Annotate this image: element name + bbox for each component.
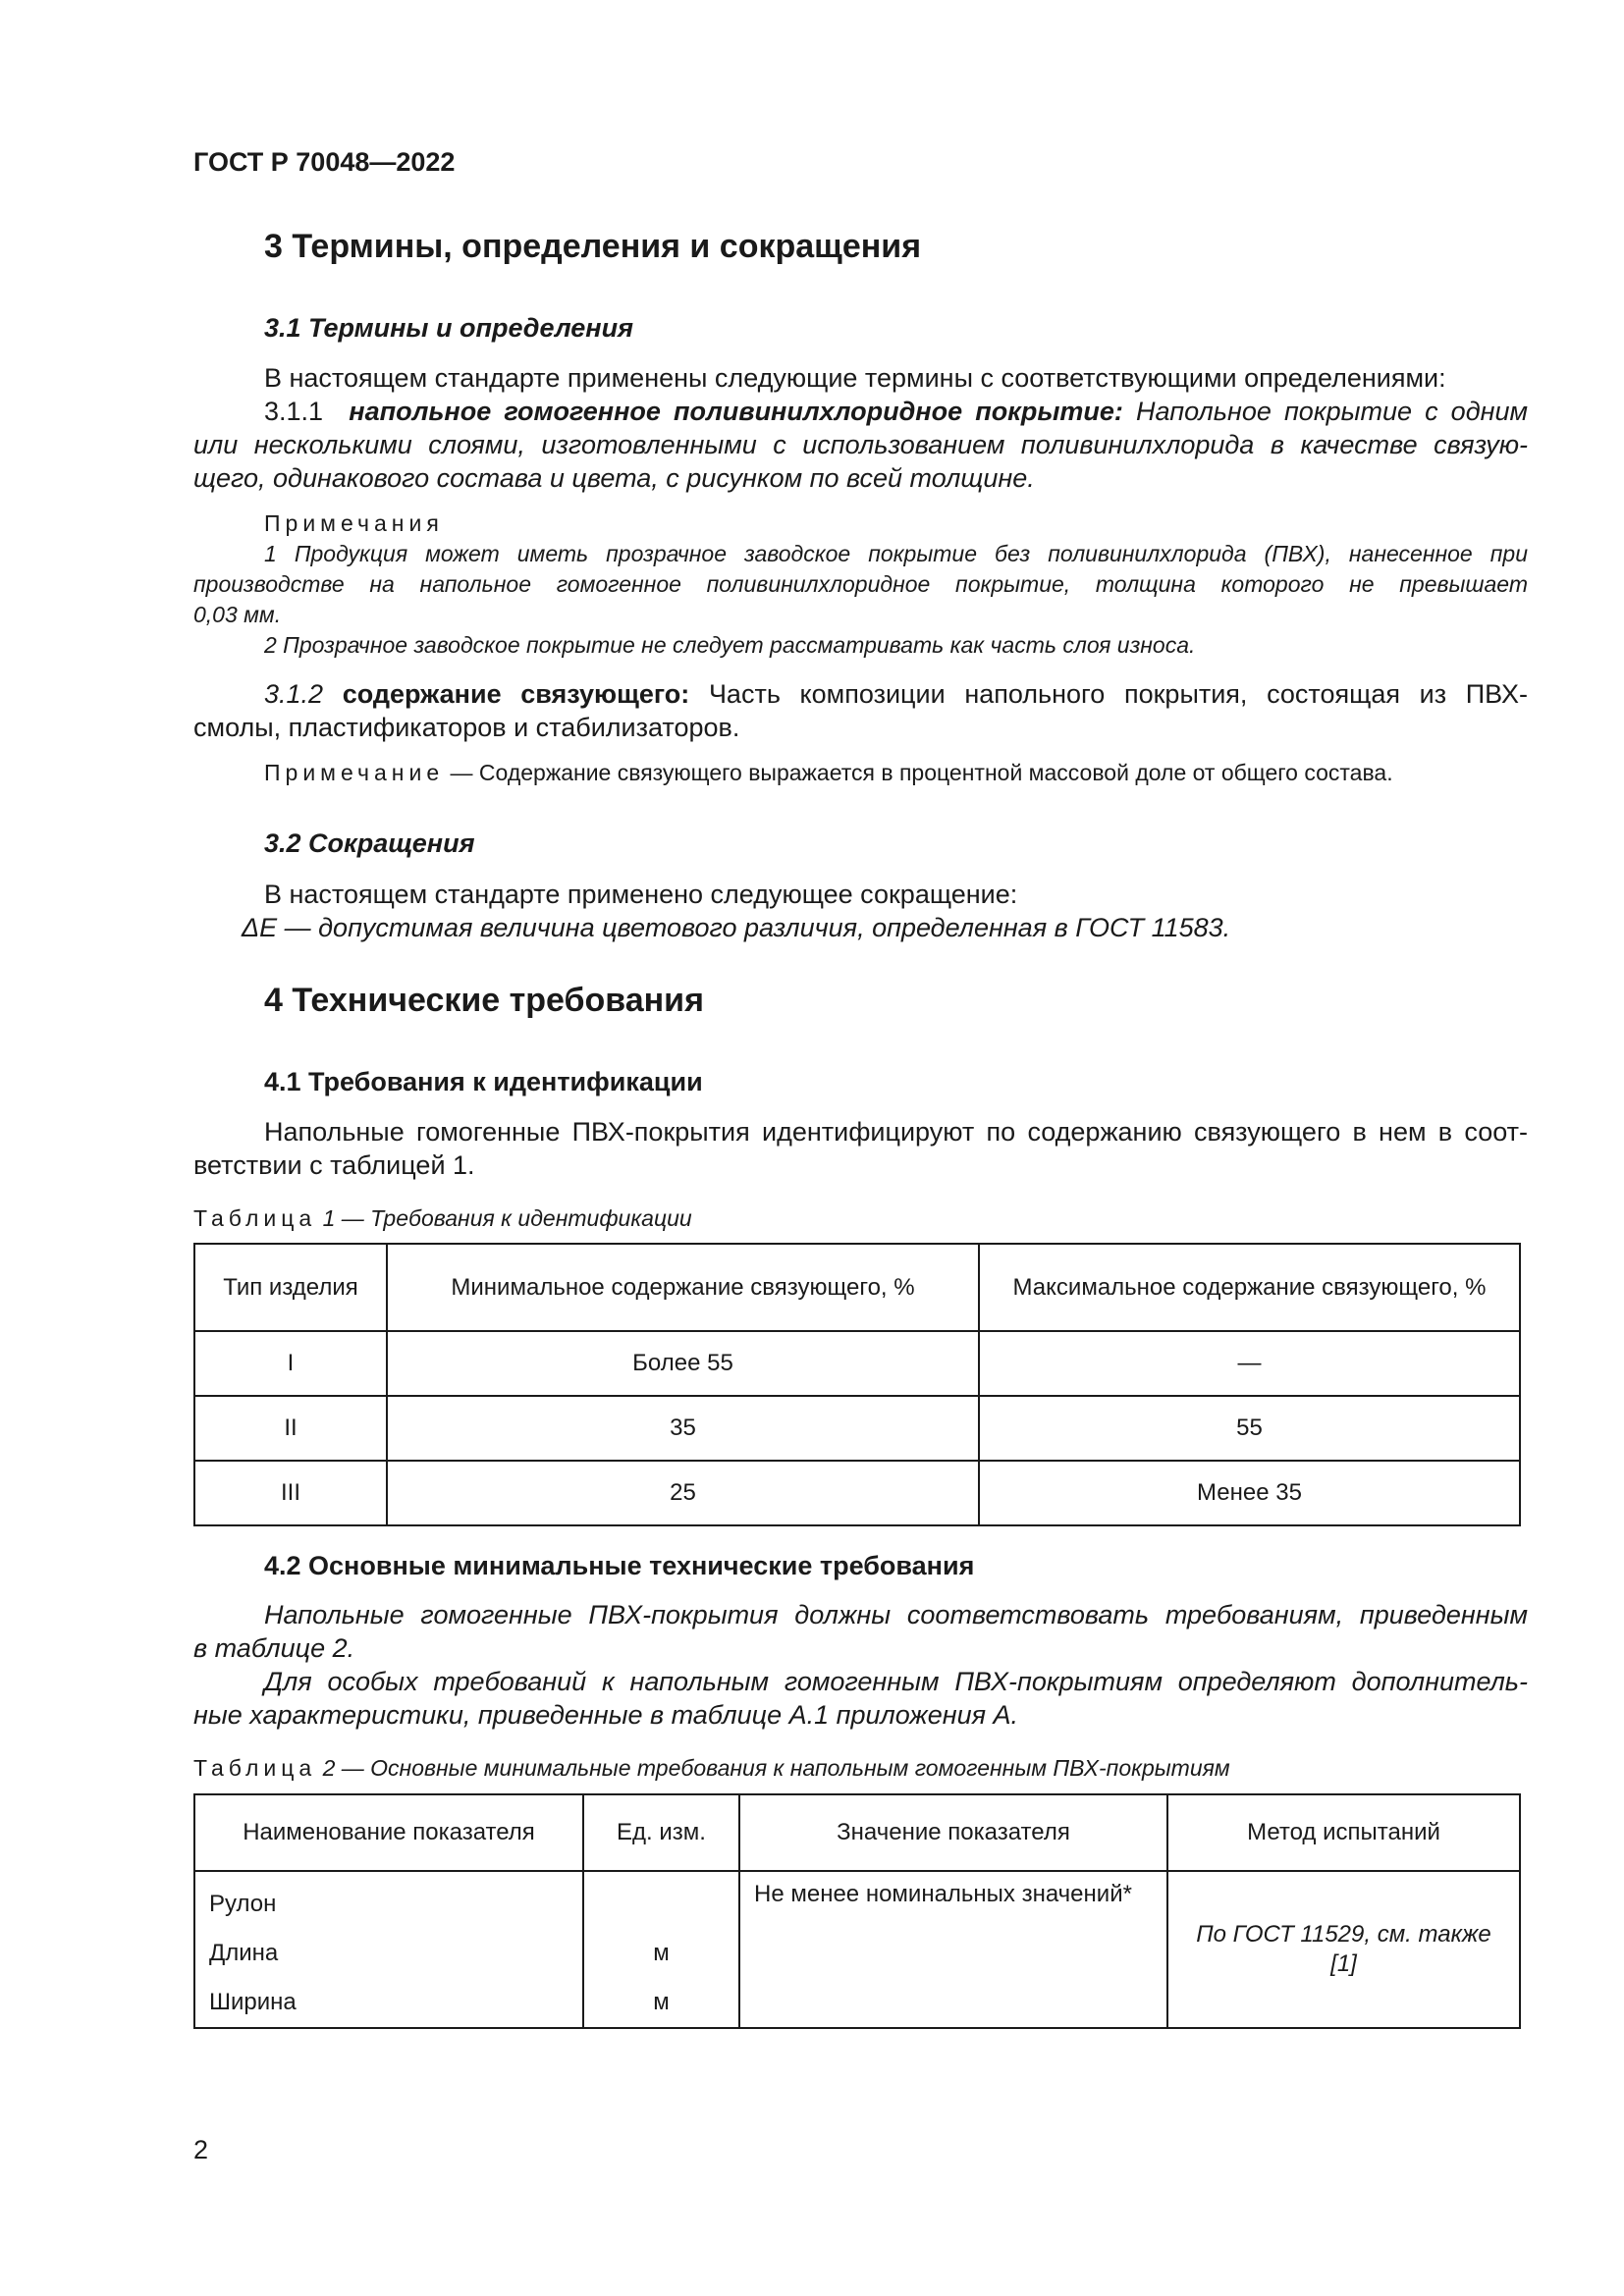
table-1-caption — [193, 1203, 692, 1234]
table-2 — [193, 1793, 1521, 2029]
subsection-4-2-p1-line2: в таблице 2. — [193, 1633, 355, 1663]
table-row — [194, 1871, 1520, 2028]
note-2: 2 Прозрачное заводское покрытие не следует рассматривать как часть слоя износа. — [264, 632, 1196, 658]
subsection-4-1-text-line2: ветствии с таблицей 1. — [193, 1150, 475, 1180]
subsection-3-2-title: 3.2 Сокращения — [264, 828, 475, 858]
term-3-1-2-line1 — [264, 677, 1528, 711]
note-1-line2: производстве на напольное гомогенное поливинилхлоридное покрытие, толщина которого не превышает — [193, 571, 1528, 597]
table-row — [194, 1461, 1520, 1525]
unit-value: м — [653, 1940, 670, 1966]
standard-designation: ГОСТ Р 70048—2022 — [193, 147, 456, 177]
table-cell: — — [979, 1331, 1520, 1396]
subsection-4-2-p2-line2: ные характеристики, приведенные в таблице А.1 приложения А. — [193, 1700, 1019, 1730]
table-header-cell: Значение показателя — [739, 1794, 1167, 1871]
table-row — [194, 1396, 1520, 1461]
term-definition-start: Часть композиции напольного покрытия, состоящая из ПВХ- — [708, 679, 1528, 709]
note-1-line1: 1 Продукция может иметь прозрачное заводское покрытие без поливинилхлорида (ПВХ), нанесенное при — [264, 541, 1528, 566]
table-header-cell: Тип изделия — [194, 1244, 387, 1331]
table-cell: III — [194, 1461, 387, 1525]
section-3-title: 3 Термины, определения и сокращения — [264, 228, 922, 265]
term-name: напольное гомогенное поливинилхлоридное покрытие: — [349, 397, 1123, 426]
table-header-row — [194, 1244, 1520, 1331]
table-header-row — [194, 1794, 1520, 1871]
table-header-cell: Ед. изм. — [583, 1794, 739, 1871]
table-label: Таблица — [193, 1205, 317, 1231]
term-3-1-1-line3: щего, одинакового состава и цвета, с рисунком по всей толщине. — [193, 463, 1035, 493]
unit-value: м — [653, 1989, 670, 2015]
term-3-1-2-line2: смолы, пластификаторов и стабилизаторов. — [193, 713, 740, 742]
table-header-cell: Метод испытаний — [1167, 1794, 1520, 1871]
indicator-name: Ширина — [209, 1989, 297, 2015]
table-cell: II — [194, 1396, 387, 1461]
subsection-4-2-p1-line1: Напольные гомогенные ПВХ-покрытия должны соответствовать требованиям, приведенным — [264, 1600, 1528, 1629]
subsection-4-2-p2-line1: Для особых требований к напольным гомогенным ПВХ-покрытиям определяют дополнитель- — [264, 1667, 1528, 1696]
abbreviation-intro: В настоящем стандарте применено следующее сокращение: — [264, 880, 1018, 909]
indicator-name: Рулон — [209, 1891, 277, 1917]
table-cell-method: По ГОСТ 11529, см. также [1] — [1167, 1871, 1520, 2028]
table-label: Таблица — [193, 1755, 317, 1781]
table-cell-units — [583, 1871, 739, 2028]
table-cell: Менее 35 — [979, 1461, 1520, 1525]
term-definition-start: Напольное покрытие с одним — [1136, 397, 1528, 426]
note-1-line3: 0,03 мм. — [193, 602, 282, 627]
term-3-1-1-line2: или несколькими слоями, изготовленными с использованием поливинилхлорида в качестве связую- — [193, 430, 1528, 459]
section-4-title: 4 Технические требования — [264, 982, 704, 1019]
subsection-4-2-title: 4.2 Основные минимальные технические требования — [264, 1551, 975, 1580]
subsection-4-1-text-line1: Напольные гомогенные ПВХ-покрытия идентифицируют по содержанию связующего в нем в соот- — [264, 1117, 1528, 1147]
page-number: 2 — [193, 2135, 209, 2164]
term-3-1-1-line1 — [264, 395, 1528, 428]
note-label: Примечание — [264, 760, 445, 785]
note-single — [264, 758, 1393, 788]
table-cell: Более 55 — [387, 1331, 979, 1396]
table-header-cell: Наименование показателя — [194, 1794, 583, 1871]
subsection-3-1-title: 3.1 Термины и определения — [264, 313, 633, 343]
table-cell: 25 — [387, 1461, 979, 1525]
table-cell-value: Не менее номинальных значений* — [739, 1871, 1167, 2028]
indicator-name: Длина — [209, 1940, 279, 1966]
table-1 — [193, 1243, 1521, 1526]
subsection-4-1-title: 4.1 Требования к идентификации — [264, 1067, 703, 1096]
term-number: 3.1.2 — [264, 679, 324, 709]
table-caption-text: 1 — Требования к идентификации — [322, 1205, 692, 1231]
notes-label: Примечания — [264, 510, 444, 536]
table-row — [194, 1331, 1520, 1396]
table-caption-text: 2 — Основные минимальные требования к напольным гомогенным ПВХ-покрытиям — [322, 1755, 1230, 1781]
table-cell: 35 — [387, 1396, 979, 1461]
note-text: — Содержание связующего выражается в процентной массовой доле от общего состава. — [450, 760, 1393, 785]
table-cell: 55 — [979, 1396, 1520, 1461]
table-cell-names — [194, 1871, 583, 2028]
term-number: 3.1.1 — [264, 397, 324, 426]
table-2-caption — [193, 1753, 1230, 1784]
table-cell: I — [194, 1331, 387, 1396]
table-header-cell: Минимальное содержание связующего, % — [387, 1244, 979, 1331]
table-header-cell: Максимальное содержание связующего, % — [979, 1244, 1520, 1331]
term-name: содержание связующего: — [342, 679, 690, 709]
unit-value — [598, 1880, 725, 1929]
terms-intro: В настоящем стандарте применены следующие термины с соответствующими определениями: — [264, 363, 1446, 393]
abbreviation-item: ΔE — допустимая величина цветового различия, определенная в ГОСТ 11583. — [242, 913, 1231, 942]
